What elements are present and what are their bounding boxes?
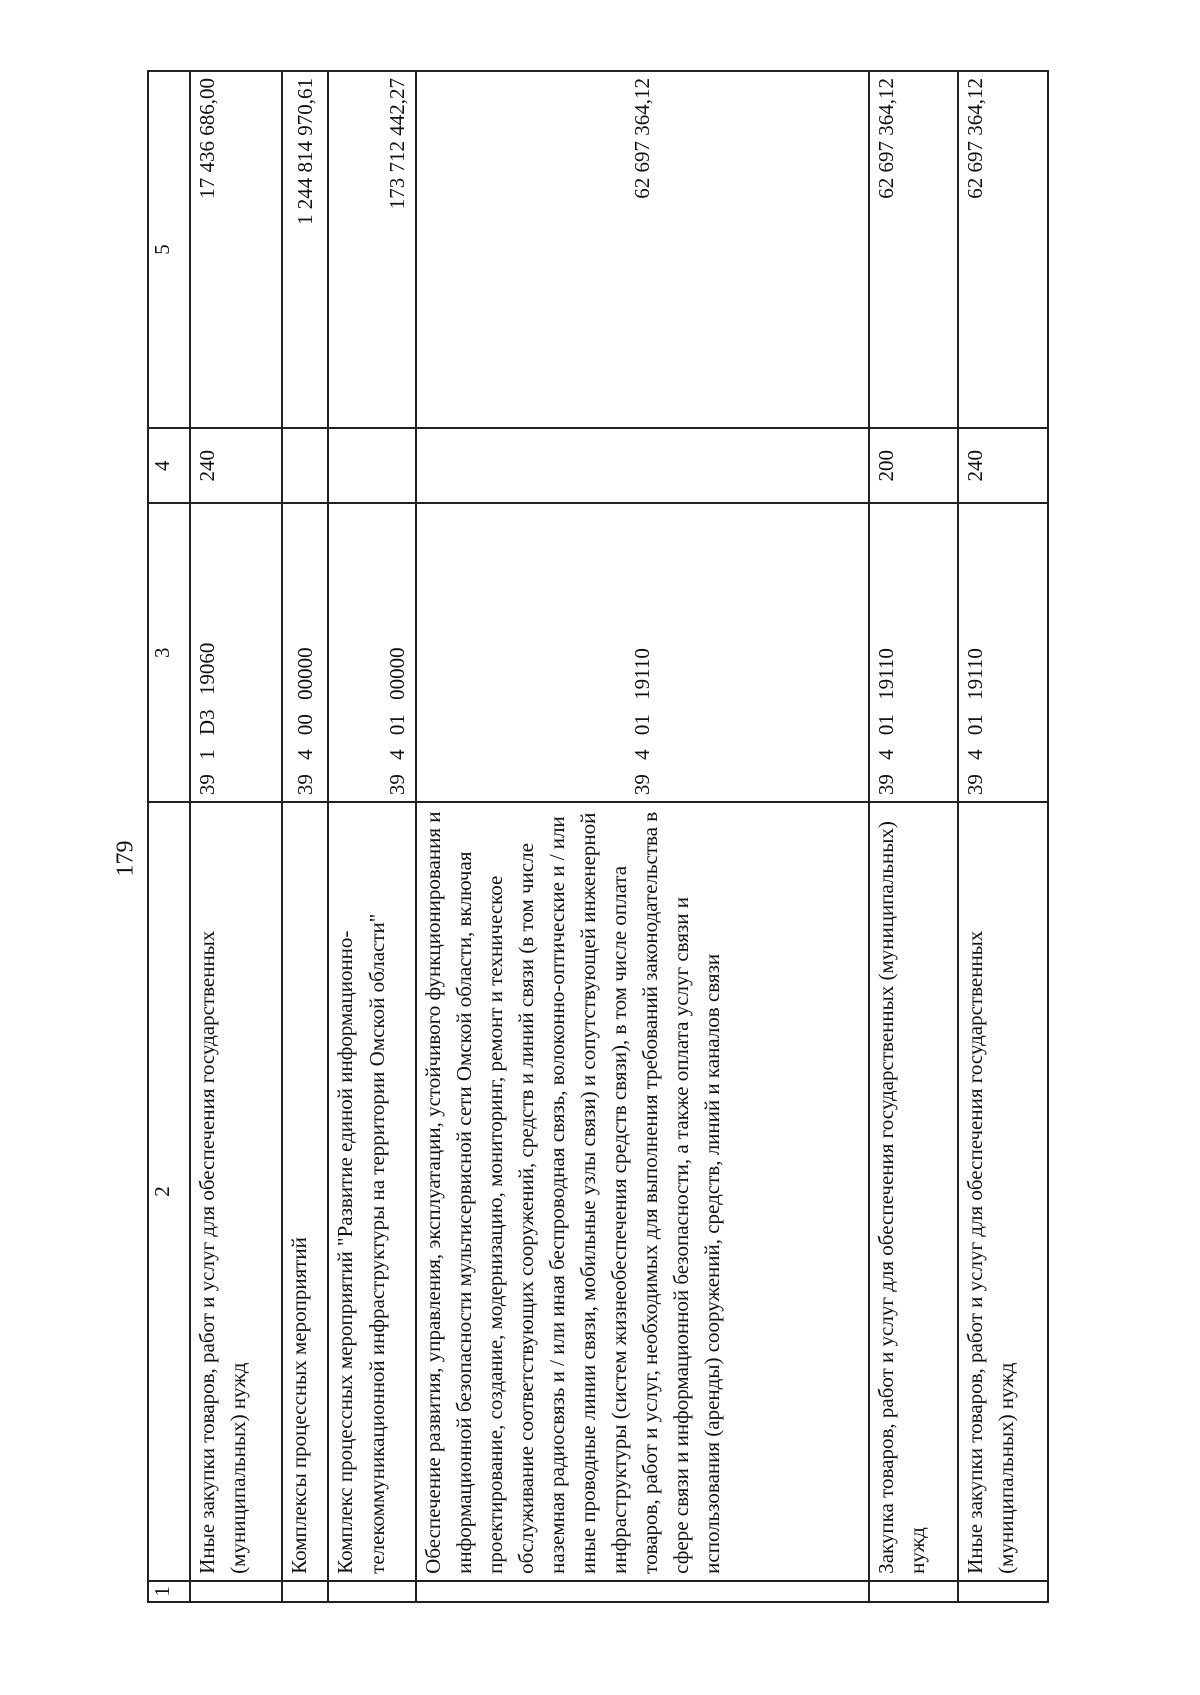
amount-cell: 62 697 364,12 [869,71,959,428]
description-cell: Комплекс процессных мероприятий "Развитие единой информационно-телекоммуникационной инфраструктуры на территории Омской области" [328,802,415,1581]
table-row [190,71,282,1602]
description-cell: Обеспечение развития, управления, эксплуатации, устойчивого функционирования и информационной безопасности мультисервисной сети Омской области, включая проектирование, создание, модернизацию, мониторинг, ремонт и техническое обслуживание соответствующих сооружений, средств и линий связи (в том числе наземная радиосвязь и / или иная беспроводная связь, волоконно-оптические и / или иные проводные линии связи, мобильные узлы связи) и сопутствующей инженерной инфраструктуры (систем жизнеобеспечения средств связи), в том числе оплата товаров, работ и услуг, необходимых для выполнения требований законодательства в сфере связи и информационной безопасности, а также оплата услуг связи и использования (аренды) сооружений, средств, линий и каналов связи [416,802,869,1581]
amount-cell: 1 244 814 970,61 [282,71,328,428]
budget-table-sheet [147,70,1049,1603]
kvr-cell: 200 [869,428,959,503]
kvr-cell: 240 [190,428,282,503]
amount-cell: 62 697 364,12 [958,71,1048,428]
code-cell: 39 4 01 00000 [328,503,415,802]
kvr-cell [328,428,415,503]
row-number-cell [328,1581,415,1602]
table-header-row [148,71,190,1602]
table-row [416,71,869,1602]
code-cell: 39 4 01 19110 [869,503,959,802]
code-cell: 39 1 D3 19060 [190,503,282,802]
amount-cell: 173 712 442,27 [328,71,415,428]
code-cell: 39 4 01 19110 [958,503,1048,802]
code-cell: 39 4 01 19110 [416,503,869,802]
row-number-cell [282,1581,328,1602]
table-row [328,71,415,1602]
row-number-cell [958,1581,1048,1602]
page-number: 179 [112,840,139,877]
amount-cell: 62 697 364,12 [416,71,869,428]
description-cell: Комплексы процессных мероприятий [282,802,328,1581]
header-col-5: 5 [148,71,190,428]
header-col-4: 4 [148,428,190,503]
description-cell: Закупка товаров, работ и услуг для обеспечения государственных (муниципальных) нужд [869,802,959,1581]
kvr-cell [282,428,328,503]
description-cell: Иные закупки товаров, работ и услуг для обеспечения государственных (муниципальных) нужд [958,802,1048,1581]
header-col-1: 1 [148,1581,190,1602]
row-number-cell [416,1581,869,1602]
kvr-cell: 240 [958,428,1048,503]
budget-table [147,70,1049,1603]
row-number-cell [869,1581,959,1602]
table-row [958,71,1048,1602]
header-col-2: 2 [148,802,190,1581]
header-col-3: 3 [148,503,190,802]
table-row [869,71,959,1602]
kvr-cell [416,428,869,503]
amount-cell: 17 436 686,00 [190,71,282,428]
description-cell: Иные закупки товаров, работ и услуг для обеспечения государственных (муниципальных) нужд [190,802,282,1581]
row-number-cell [190,1581,282,1602]
table-row [282,71,328,1602]
code-cell: 39 4 00 00000 [282,503,328,802]
